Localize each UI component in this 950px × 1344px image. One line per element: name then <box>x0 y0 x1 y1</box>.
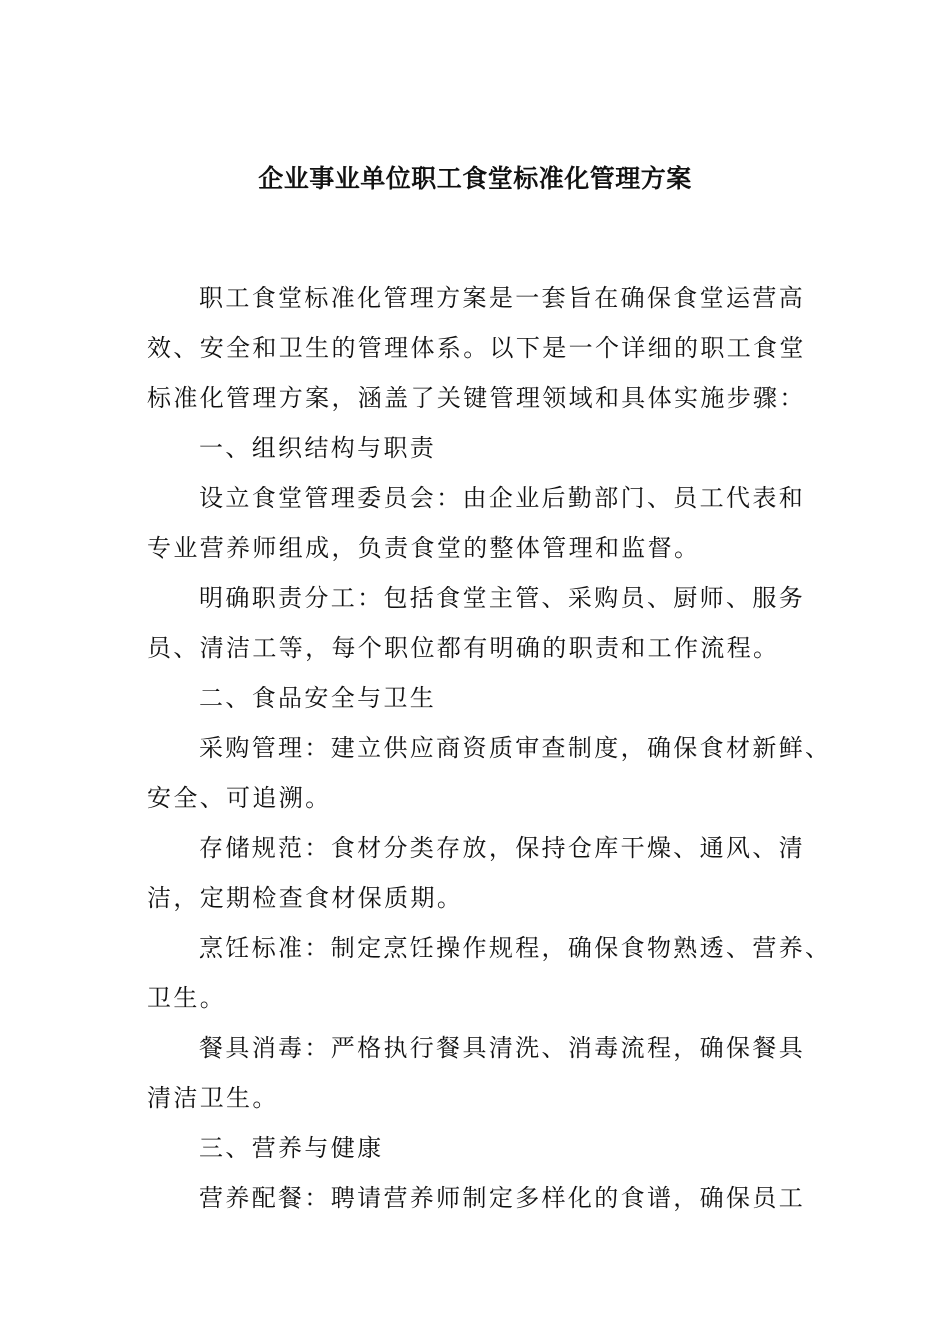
paragraph-cooking <box>147 923 832 1023</box>
paragraph-line: 餐具消毒：严格执行餐具清洗、消毒流程，确保餐具 <box>199 1034 806 1062</box>
paragraph-line: 标准化管理方案，涵盖了关键管理领域和具体实施步骤： <box>147 384 806 412</box>
paragraph-committee <box>147 473 807 573</box>
paragraph-line: 卫生。 <box>147 984 227 1012</box>
paragraph-line: 设立食堂管理委员会：由企业后勤部门、员工代表和 <box>199 484 806 512</box>
paragraph-line: 职工食堂标准化管理方案是一套旨在确保食堂运营高 <box>199 284 806 312</box>
paragraph-line: 烹饪标准：制定烹饪操作规程，确保食物熟透、营养、 <box>199 934 832 962</box>
paragraph-line: 清洁卫生。 <box>147 1084 279 1112</box>
paragraph-line: 专业营养师组成，负责食堂的整体管理和监督。 <box>147 534 701 562</box>
section-heading-food-safety <box>147 673 807 723</box>
document-title: 企业事业单位职工食堂标准化管理方案 <box>258 164 692 193</box>
paragraph-line: 存储规范：食材分类存放，保持仓库干燥、通风、清 <box>199 834 806 862</box>
paragraph-line: 员、清洁工等，每个职位都有明确的职责和工作流程。 <box>147 634 780 662</box>
paragraph-storage <box>147 823 807 923</box>
document-body <box>147 273 832 1223</box>
paragraph-line: 二、食品安全与卫生 <box>199 684 437 712</box>
paragraph-line: 明确职责分工：包括食堂主管、采购员、厨师、服务 <box>199 584 806 612</box>
paragraph-duties <box>147 573 807 673</box>
section-heading-organization <box>147 423 807 473</box>
paragraph-tableware <box>147 1023 807 1123</box>
paragraph-line: 三、营养与健康 <box>199 1134 384 1162</box>
paragraph-line: 营养配餐：聘请营养师制定多样化的食谱，确保员工 <box>199 1184 806 1212</box>
paragraph-procurement <box>147 723 832 823</box>
section-heading-nutrition <box>147 1123 807 1173</box>
paragraph-line: 安全、可追溯。 <box>147 784 332 812</box>
paragraph-line: 采购管理：建立供应商资质审查制度，确保食材新鲜、 <box>199 734 832 762</box>
paragraph-line: 效、安全和卫生的管理体系。以下是一个详细的职工食堂 <box>147 334 806 362</box>
paragraph-line: 一、组织结构与职责 <box>199 434 437 462</box>
paragraph-meal-planning <box>147 1173 807 1223</box>
intro-paragraph <box>147 273 807 423</box>
paragraph-line: 洁，定期检查食材保质期。 <box>147 884 464 912</box>
